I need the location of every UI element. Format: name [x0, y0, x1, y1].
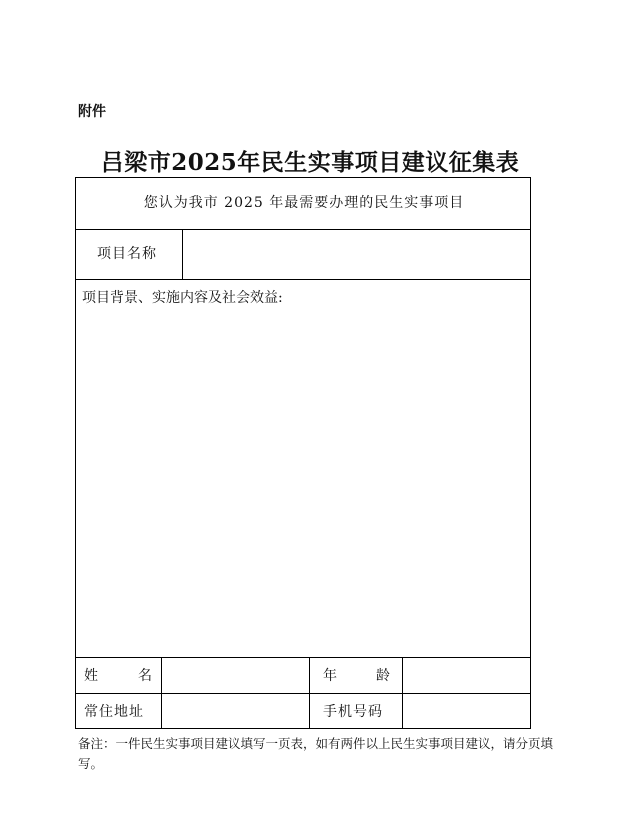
- name-label-right: 名: [138, 668, 152, 684]
- phone-label: 手机号码: [323, 704, 383, 720]
- column-divider: [402, 657, 403, 729]
- name-label-left: 姓: [84, 668, 98, 684]
- column-divider: [161, 657, 162, 729]
- background-label: 项目背景、实施内容及社会效益:: [82, 290, 283, 306]
- project-name-label: 项目名称: [97, 246, 157, 262]
- age-label-left: 年: [323, 668, 337, 684]
- background-field[interactable]: [82, 312, 522, 648]
- row-divider: [76, 657, 530, 658]
- column-divider: [309, 657, 310, 729]
- address-label: 常住地址: [84, 704, 144, 720]
- age-label-right: 龄: [376, 668, 390, 684]
- row-divider: [76, 279, 530, 280]
- suggestion-form: [75, 177, 531, 729]
- column-divider: [182, 229, 183, 279]
- row-divider: [76, 229, 530, 230]
- attachment-label: 附件: [78, 104, 106, 120]
- project-question: 您认为我市 2025 年最需要办理的民生实事项目: [143, 195, 465, 211]
- row-divider: [76, 693, 530, 694]
- footnote: 备注：一件民生实事项目建议填写一页表，如有两件以上民生实事项目建议，请分页填写。: [78, 736, 554, 771]
- page-title: 吕梁市2025年民生实事项目建议征集表: [100, 149, 520, 176]
